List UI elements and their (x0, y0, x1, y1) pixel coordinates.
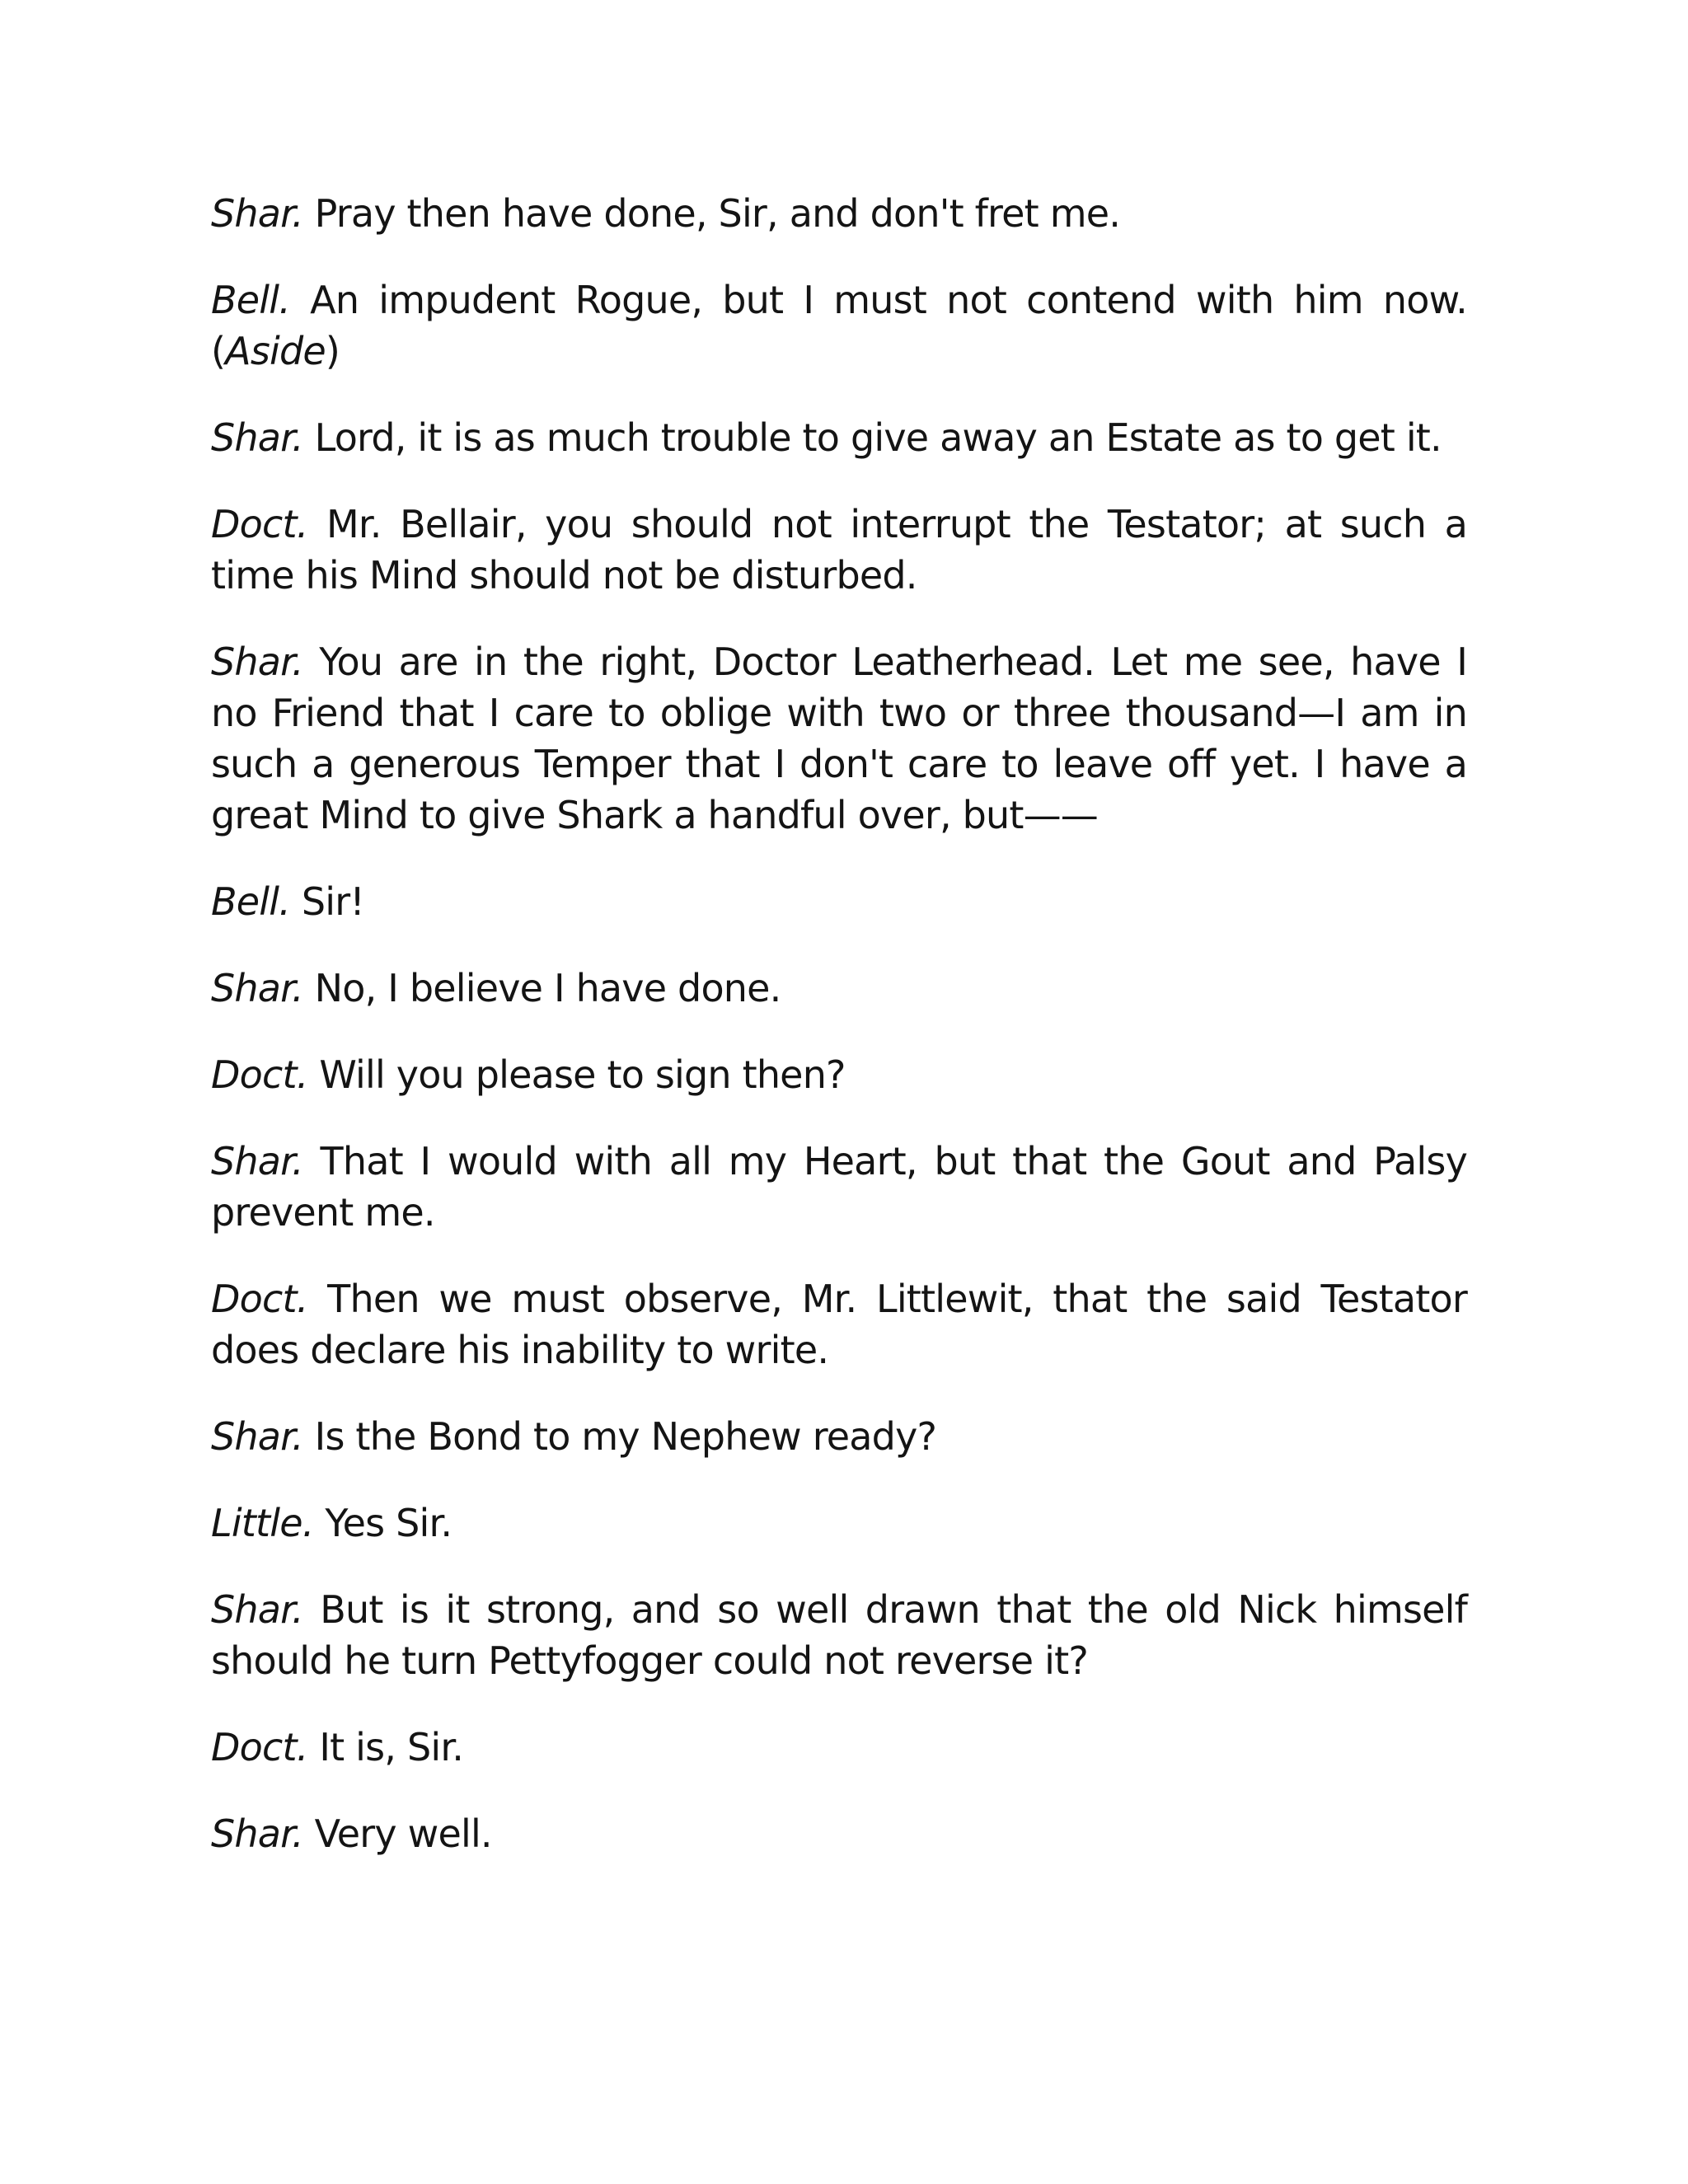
speaker-name: Shar. (211, 1587, 303, 1632)
dialogue-text: No, I believe I have done. (302, 966, 781, 1010)
dialogue-line (211, 1497, 1467, 1549)
speaker-name: Shar. (211, 1414, 303, 1459)
dialogue-text: Very well. (302, 1811, 492, 1856)
dialogue-line (211, 963, 1467, 1014)
dialogue-line (211, 1722, 1467, 1773)
dialogue-text: It is, Sir. (307, 1725, 464, 1769)
speaker-name: Shar. (211, 640, 303, 684)
dialogue-text: Yes Sir. (313, 1501, 452, 1545)
speaker-name: Shar. (211, 1139, 303, 1183)
dialogue-line (211, 499, 1467, 601)
dialogue-line (211, 1808, 1467, 1859)
speaker-name: Little. (211, 1501, 314, 1545)
speaker-name: Shar. (211, 966, 303, 1010)
dialogue-line (211, 274, 1467, 377)
dialogue-line (211, 1136, 1467, 1238)
dialogue-text: Then we must observe, Mr. Littlewit, that the said Testator does declare his inability to write. (211, 1277, 1467, 1372)
document-page (211, 188, 1467, 1895)
speaker-name: Shar. (211, 415, 303, 460)
dialogue-text: Is the Bond to my Nephew ready? (302, 1414, 937, 1459)
dialogue-line (211, 412, 1467, 463)
dialogue-line (211, 1273, 1467, 1376)
speaker-name: Doct. (211, 1725, 308, 1769)
speaker-name: Doct. (211, 502, 308, 546)
dialogue-line (211, 1049, 1467, 1100)
dialogue-line (211, 188, 1467, 239)
speaker-name: Doct. (211, 1052, 308, 1097)
dialogue-text: Mr. Bellair, you should not interrupt the Testator; at such a time his Mind should not be disturbed. (211, 502, 1467, 598)
dialogue-text: Pray then have done, Sir, and don't fret me. (302, 191, 1121, 236)
dialogue-line (211, 1411, 1467, 1462)
dialogue-text: Sir! (290, 879, 365, 924)
stage-direction: Aside (225, 329, 326, 373)
speaker-name: Shar. (211, 191, 303, 236)
dialogue-text: That I would with all my Heart, but that the Gout and Palsy prevent me. (211, 1139, 1467, 1235)
speaker-name: Doct. (211, 1277, 308, 1321)
dialogue-text: But is it strong, and so well drawn that the old Nick himself should he turn Pettyfogger could not reverse it? (211, 1587, 1467, 1683)
dialogue-text: An impudent Rogue, but I must not contend with him now. ( (211, 278, 1467, 373)
dialogue-text: You are in the right, Doctor Leatherhead. Let me see, have I no Friend that I care to oblige with two or three thousand—I am in such a generous Temper that I don't care to leave off yet. I have a great Mind to give Shark a handful over, but—— (211, 640, 1467, 837)
speaker-name: Shar. (211, 1811, 303, 1856)
dialogue-line (211, 876, 1467, 927)
dialogue-text: Will you please to sign then? (307, 1052, 846, 1097)
speaker-name: Bell. (211, 879, 291, 924)
dialogue-line (211, 636, 1467, 841)
dialogue-text: Lord, it is as much trouble to give away an Estate as to get it. (302, 415, 1442, 460)
dialogue-line (211, 1584, 1467, 1686)
dialogue-text-end: ) (325, 329, 340, 373)
speaker-name: Bell. (211, 278, 291, 322)
